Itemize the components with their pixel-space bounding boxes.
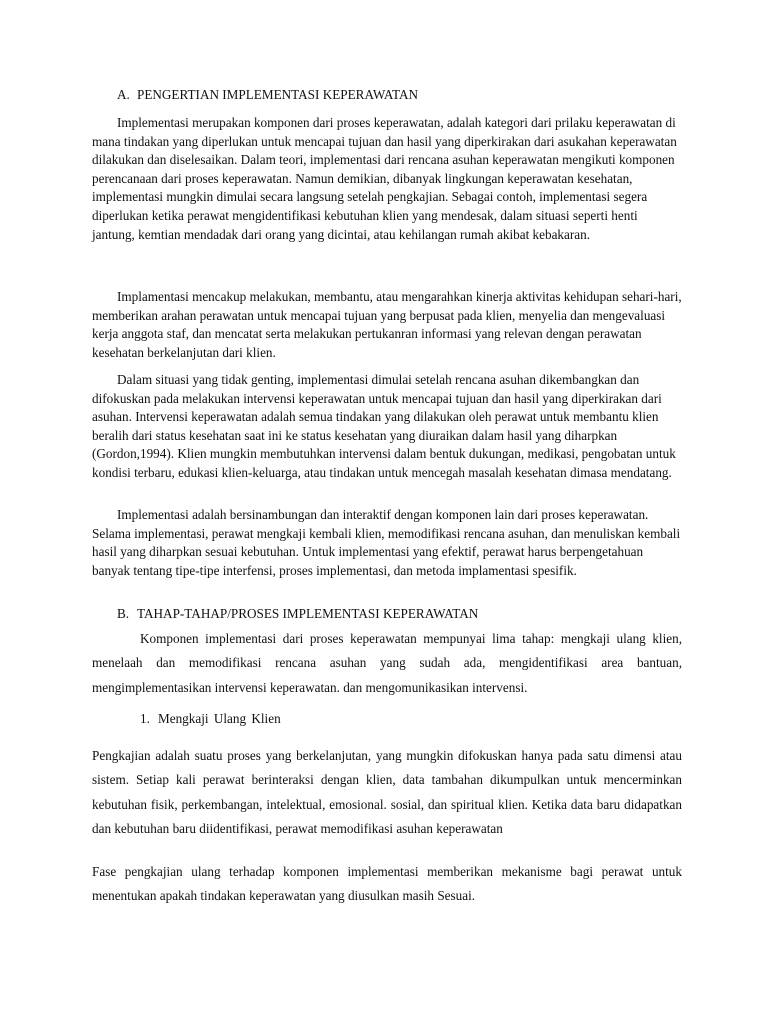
section-b-title: TAHAP-TAHAP/PROSES IMPLEMENTASI KEPERAWATAN xyxy=(137,606,479,621)
subsection-1-title: Mengkaji Ulang Klien xyxy=(158,711,281,726)
section-a-paragraph-3: Dalam situasi yang tidak genting, implementasi dimulai setelah rencana asuhan dikembangkan dan difokuskan pada melakukan intervensi keperawatan untuk mencapai tujuan dan hasil yang diperkirakan dari asuhan. Intervensi keperawatan adalah semua tindakan yang dilakukan oleh perawat untuk membantu klien beralih dari status kesehatan saat ini ke status kesehatan yang diuraikan dalam hasil yang diharpkan (Gordon,1994). Klien mungkin membutuhkan intervensi dalam bentuk dukungan, medikasi, pengobatan untuk kondisi terbaru, edukasi klien-keluarga, atau tindakan untuk mencegah masalah kesehatan dimasa mendatang. xyxy=(92,372,676,480)
subsection-1-number: 1. xyxy=(140,711,150,726)
section-a-heading xyxy=(117,86,697,104)
section-b-number: B. xyxy=(117,606,130,621)
section-a-paragraph-1: Implementasi merupakan komponen dari proses keperawatan, adalah kategori dari prilaku keperawatan di mana tindakan yang diperlukan untuk mencapai tujuan dan hasil yang diperkirakan dari asukahan keperawatan dilakukan dan diselesaikan. Dalam teori, implementasi dari rencana asuhan keperawatan mengikuti komponen perencanaan dari proses keperawatan. Namun demikian, dibanyak lingkungan keperawatan kesehatan, implementasi mungkin dimulai secara langsung setelah pengkajian. Sebagai contoh, implementasi segera diperlukan ketika perawat mengidentifikasi kebutuhan klien yang mendesak, dalam situasi seperti henti jantung, kemtian mendadak dari orang yang dicintai, atau kehilangan rumah akibat kebakaran. xyxy=(92,115,677,242)
subsection-1-paragraph-2: Fase pengkajian ulang terhadap komponen implementasi memberikan mekanisme bagi perawat untuk menentukan apakah tindakan keperawatan yang diusulkan masih Sesuai. xyxy=(92,864,682,904)
section-a-title: PENGERTIAN IMPLEMENTASI KEPERAWATAN xyxy=(137,87,419,102)
section-a-paragraph-2: Implamentasi mencakup melakukan, membantu, atau mengarahkan kinerja aktivitas kehidupan sehari-hari, memberikan arahan perawatan untuk mencapai tujuan yang berpusat pada klien, menyelia dan mengevaluasi kerja anggota staf, dan mencatat serta melakukan pertukanran informasi yang relevan dengan perawatan kesehatan berkelanjutan dari klien. xyxy=(92,289,682,360)
subsection-1-paragraph-1: Pengkajian adalah suatu proses yang berkelanjutan, yang mungkin difokuskan hanya pada satu dimensi atau sistem. Setiap kali perawat berinteraksi dengan klien, data tambahan dikumpulkan untuk mencerminkan kebutuhan fisik, perkembangan, intelektual, emosional. sosial, dan spiritual klien. Ketika data baru didapatkan dan kebutuhan baru diidentifikasi, perawat memodifikasi asuhan keperawatan xyxy=(92,748,682,837)
subsection-1-heading xyxy=(140,710,540,728)
section-b-heading xyxy=(117,605,697,623)
section-b-intro: Komponen implementasi dari proses keperawatan mempunyai lima tahap: mengkaji ulang klien, menelaah dan memodifikasi rencana asuhan yang sudah ada, mengidentifikasi area bantuan, mengimplementasikan intervensi keperawatan. dan mengomunikasikan intervensi. xyxy=(92,631,682,695)
section-a-number: A. xyxy=(117,87,130,102)
section-a-paragraph-4: Implementasi adalah bersinambungan dan interaktif dengan komponen lain dari proses keperawatan. Selama implementasi, perawat mengkaji kembali klien, memodifikasi rencana asuhan, dan menuliskan kembali hasil yang diharpkan sesuai kebutuhan. Untuk implementasi yang efektif, perawat harus berpengetahuan banyak tentang tipe-tipe interfensi, proses implementasi, dan metoda implamentasi spesifik. xyxy=(92,507,681,578)
